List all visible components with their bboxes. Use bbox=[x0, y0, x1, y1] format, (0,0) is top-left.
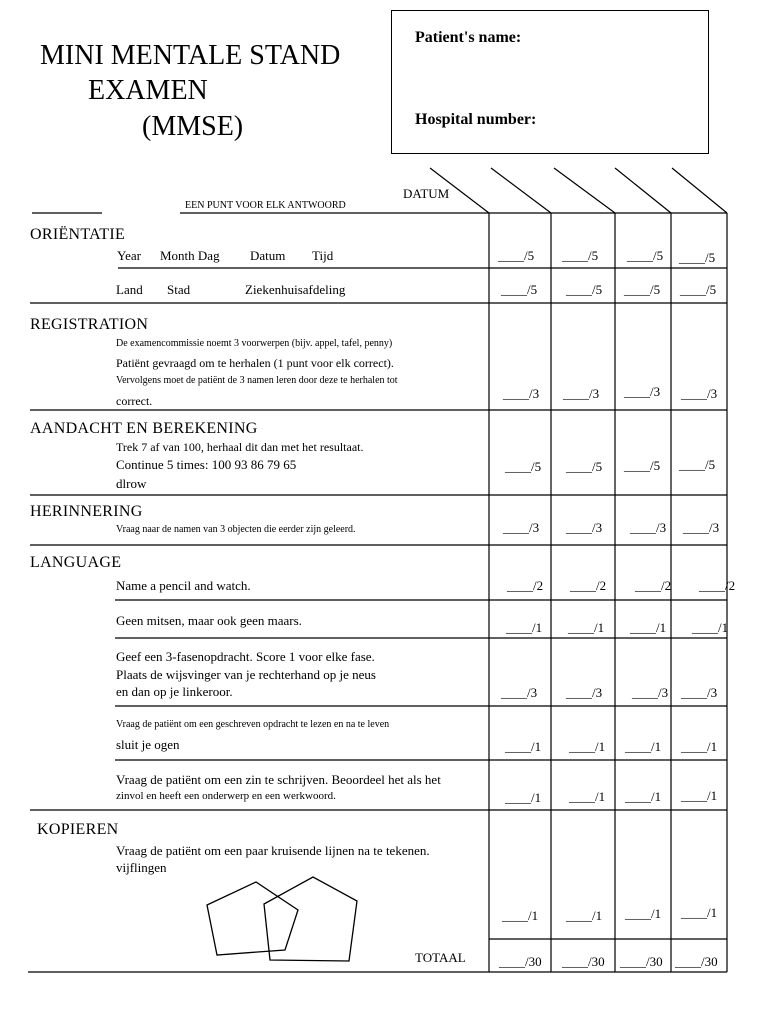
score-field[interactable]: ____/2 bbox=[570, 578, 607, 593]
total-score-field[interactable]: ____/30 bbox=[562, 954, 605, 969]
language-q3-line2: Plaats de wijsvinger van je rechterhand op je neus bbox=[116, 667, 376, 682]
aandacht-instruction-1: Trek 7 af van 100, herhaal dit dan met het resultaat. bbox=[116, 440, 364, 454]
herinnering-instruction: Vraag naar de namen van 3 objecten die eerder zijn geleerd. bbox=[116, 524, 356, 535]
score-field[interactable]: ____/2 bbox=[635, 578, 672, 593]
score-field[interactable]: ____/2 bbox=[699, 578, 736, 593]
language-q5-line2: zinvol en heeft een onderwerp en een werkwoord. bbox=[116, 790, 336, 802]
score-field[interactable]: ____/5 bbox=[562, 248, 599, 263]
section-heading-aandacht: AANDACHT EN BEREKENING bbox=[30, 420, 258, 437]
score-field[interactable]: ____/1 bbox=[625, 789, 662, 804]
language-q3-line1: Geef een 3-fasenopdracht. Score 1 voor elke fase. bbox=[116, 649, 375, 664]
score-field[interactable]: ____/1 bbox=[569, 789, 606, 804]
score-field[interactable]: ____/1 bbox=[568, 620, 605, 635]
score-field[interactable]: ____/1 bbox=[505, 739, 542, 754]
score-field[interactable]: ____/1 bbox=[692, 620, 729, 635]
score-field[interactable]: ____/5 bbox=[624, 458, 661, 473]
orientatie-item-year: Year bbox=[117, 248, 141, 263]
orientatie-item-city: Stad bbox=[167, 282, 191, 297]
score-field[interactable]: ____/2 bbox=[507, 578, 544, 593]
form-title-abbrev: (MMSE) bbox=[142, 111, 244, 142]
form-title-line1: MINI MENTALE STAND bbox=[40, 40, 341, 71]
score-field[interactable]: ____/1 bbox=[625, 739, 662, 754]
total-score-field[interactable]: ____/30 bbox=[499, 954, 542, 969]
score-field[interactable]: ____/5 bbox=[501, 282, 538, 297]
section-heading-herinnering: HERINNERING bbox=[30, 503, 143, 520]
points-subtitle: EEN PUNT VOOR ELK ANTWOORD bbox=[185, 200, 346, 211]
kopieren-instruction-1: Vraag de patiënt om een paar kruisende lijnen na te tekenen. bbox=[116, 843, 430, 858]
score-field[interactable]: ____/3 bbox=[683, 520, 720, 535]
aandacht-instruction-2: Continue 5 times: 100 93 86 79 65 bbox=[116, 457, 297, 472]
score-field[interactable]: ____/5 bbox=[505, 459, 542, 474]
score-field[interactable]: ____/5 bbox=[679, 250, 716, 265]
total-score-field[interactable]: ____/30 bbox=[675, 954, 718, 969]
language-q2-text: Geen mitsen, maar ook geen maars. bbox=[116, 613, 302, 628]
section-heading-language: LANGUAGE bbox=[30, 554, 122, 571]
score-field[interactable]: ____/3 bbox=[632, 685, 669, 700]
score-field[interactable]: ____/3 bbox=[624, 384, 661, 399]
score-field[interactable]: ____/1 bbox=[566, 908, 603, 923]
score-field[interactable]: ____/5 bbox=[624, 282, 661, 297]
score-field[interactable]: ____/1 bbox=[681, 788, 718, 803]
score-field[interactable]: ____/1 bbox=[505, 790, 542, 805]
score-field[interactable]: ____/3 bbox=[630, 520, 667, 535]
patient-name-label: Patient's name: bbox=[415, 29, 522, 46]
score-field[interactable]: ____/5 bbox=[566, 459, 603, 474]
language-q5-line1: Vraag de patiënt om een zin te schrijven. Beoordeel het als het bbox=[116, 772, 441, 787]
score-field[interactable]: ____/1 bbox=[625, 906, 662, 921]
score-field[interactable]: ____/3 bbox=[566, 520, 603, 535]
aandacht-instruction-3: dlrow bbox=[116, 476, 147, 491]
registration-instruction-1: De examencommissie noemt 3 voorwerpen (bijv. appel, tafel, penny) bbox=[116, 338, 393, 349]
language-q4-line1: Vraag de patiënt om een geschreven opdracht te lezen en na te leven bbox=[116, 719, 390, 730]
score-field[interactable]: ____/5 bbox=[627, 248, 664, 263]
registration-instruction-4: correct. bbox=[116, 394, 153, 408]
score-field[interactable]: ____/3 bbox=[681, 685, 718, 700]
score-field[interactable]: ____/1 bbox=[506, 620, 543, 635]
form-title-line2: EXAMEN bbox=[88, 75, 208, 106]
score-field[interactable]: ____/1 bbox=[681, 905, 718, 920]
score-field[interactable]: ____/5 bbox=[566, 282, 603, 297]
score-field[interactable]: ____/5 bbox=[498, 248, 535, 263]
score-field[interactable]: ____/3 bbox=[563, 386, 600, 401]
score-field[interactable]: ____/3 bbox=[566, 685, 603, 700]
score-field[interactable]: ____/3 bbox=[501, 685, 538, 700]
date-header: DATUM bbox=[403, 186, 450, 201]
total-label: TOTAAL bbox=[415, 950, 466, 965]
language-q3-line3: en dan op je linkeroor. bbox=[116, 684, 233, 699]
section-heading-registration: REGISTRATION bbox=[30, 316, 149, 333]
language-q1-text: Name a pencil and watch. bbox=[116, 578, 251, 593]
score-field[interactable]: ____/5 bbox=[680, 282, 717, 297]
orientatie-item-date: Datum bbox=[250, 248, 286, 263]
language-q4-line2: sluit je ogen bbox=[116, 737, 180, 752]
orientatie-item-month-day: Month Dag bbox=[160, 248, 220, 263]
registration-instruction-2: Patiënt gevraagd om te herhalen (1 punt voor elk correct). bbox=[116, 356, 394, 370]
orientatie-item-ward: Ziekenhuisafdeling bbox=[245, 282, 346, 297]
intersecting-pentagons-figure bbox=[207, 877, 357, 961]
score-field[interactable]: ____/5 bbox=[679, 457, 716, 472]
section-heading-kopieren: KOPIEREN bbox=[37, 821, 119, 838]
orientatie-item-time: Tijd bbox=[312, 248, 334, 263]
score-field[interactable]: ____/3 bbox=[503, 386, 540, 401]
score-field[interactable]: ____/3 bbox=[503, 520, 540, 535]
score-field[interactable]: ____/1 bbox=[502, 908, 539, 923]
score-field[interactable]: ____/1 bbox=[681, 739, 718, 754]
total-score-field[interactable]: ____/30 bbox=[620, 954, 663, 969]
hospital-number-label: Hospital number: bbox=[415, 111, 537, 128]
section-heading-orientatie: ORIËNTATIE bbox=[30, 226, 126, 243]
registration-instruction-3: Vervolgens moet de patiënt de 3 namen leren door deze te herhalen tot bbox=[116, 375, 398, 386]
score-field[interactable]: ____/3 bbox=[681, 386, 718, 401]
kopieren-instruction-2: vijflingen bbox=[116, 860, 167, 875]
orientatie-item-country: Land bbox=[116, 282, 143, 297]
score-field[interactable]: ____/1 bbox=[569, 739, 606, 754]
score-field[interactable]: ____/1 bbox=[630, 620, 667, 635]
